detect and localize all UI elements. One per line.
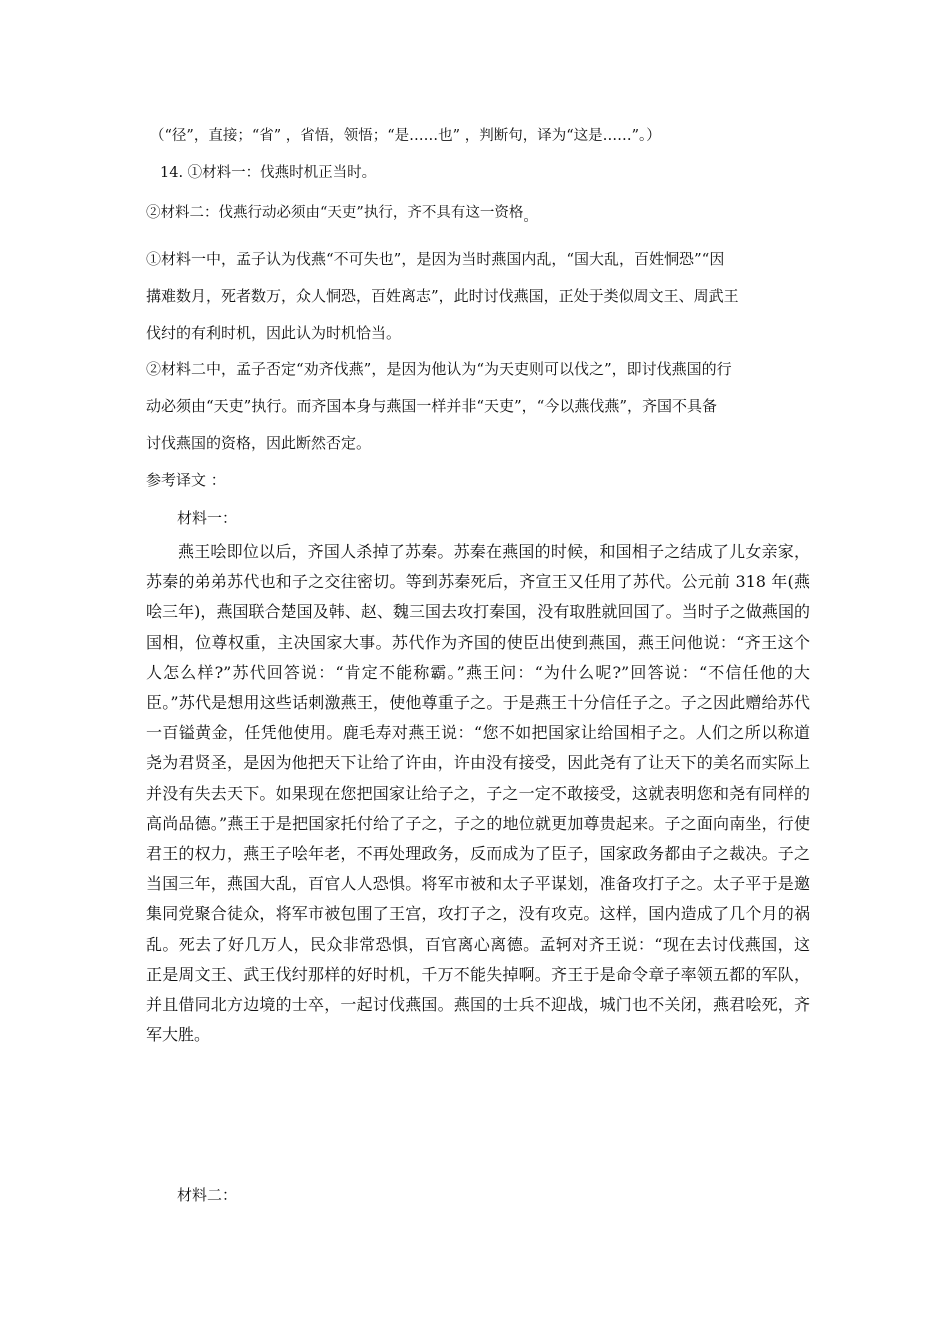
q14-point2-mark: 。 bbox=[523, 209, 538, 225]
q14-explain2-line: 讨伐燕国的资格，因此断然否定。 bbox=[146, 434, 372, 452]
top-note: （“径”，直接；“省” ，省悟，领悟；“是……也” ，判断句，译为“这是……”。） bbox=[150, 128, 661, 144]
material1-translation: 燕王哙即位以后，齐国人杀掉了苏秦。苏秦在燕国的时候，和国相子之结成了儿女亲家，苏秦的弟弟苏代也和子之交往密切。等到苏秦死后，齐宣王又任用了苏代。公元前 318 年(燕哙三年)，燕国联合楚国及韩、赵、魏三国去攻打秦国，没有取胜就回国了。当时子之做燕国的国相，位尊权重，主决国家大事。苏代作为齐国的使臣出使到燕国，燕王问他说：“齐王这个人怎么样?”苏代回答说：“肯定不能称霸。”燕王问：“为什么呢?”回答说：“不信任他的大臣。”苏代是想用这些话刺激燕王，使他尊重子之。于是燕王十分信任子之。子之因此赠给苏代一百镒黄金，任凭他使用。鹿毛寿对燕王说：“您不如把国家让给国相子之。人们之所以称道尧为君贤圣，是因为他把天下让给了许由，许由没有接受，因此尧有了让天下的美名而实际上并没有失去天下。如果现在您把国家让给子之，子之一定不敢接受，这就表明您和尧有同样的高尚品德。”燕王于是把国家托付给了子之，子之的地位就更加尊贵起来。子之面向南坐，行使君王的权力，燕王子哙年老，不再处理政务，反而成为了臣子，国家政务都由子之裁决。子之当国三年，燕国大乱，百官人人恐惧。将军市被和太子平谋划，准备攻打子之。太子平于是邀集同党聚合徒众，将军市被包围了王宫，攻打子之，没有攻克。这样，国内造成了几个月的祸乱。死去了好几万人，民众非常恐惧，百官离心离德。孟轲对齐王说：“现在去讨伐燕国，这正是周文王、武王伐纣那样的好时机，千万不能失掉啊。齐王于是命令章子率领五都的军队，并且借同北方边境的士卒，一起讨伐燕国。燕国的士兵不迎战，城门也不关闭，燕君哙死，齐军大胜。 bbox=[146, 542, 810, 1045]
q14-point2 bbox=[146, 203, 806, 223]
q14-point2-text: ②材料二：伐燕行动必须由“天吏”执行，齐不具有这一资格 bbox=[146, 205, 524, 221]
q14-explain1-line: 伐纣的有利时机，因此认为时机恰当。 bbox=[146, 324, 402, 342]
q14-explain1-line: 搆难数月，死者数万，众人恫恐，百姓离志”，此时讨伐燕国，正处于类似周文王、周武王 bbox=[146, 287, 739, 305]
q14-explain2-line: ②材料二中，孟子否定“劝齐伐燕”，是因为他认为“为天吏则可以伐之”，即讨伐燕国的行 bbox=[146, 360, 732, 378]
q14-explain1-line: ①材料一中，孟子认为伐燕“不可失也”，是因为当时燕国内乱，“国大乱，百姓恫恐”“因 bbox=[146, 250, 725, 268]
translation-heading: 参考译文 ： bbox=[146, 471, 226, 489]
q14-explain2-line: 动必须由“天吏”执行。而齐国本身与燕国一样并非“天吏”，“今以燕伐燕”，齐国不具备 bbox=[146, 397, 718, 415]
material2-label: 材料二： bbox=[177, 1186, 238, 1204]
material1-label: 材料一： bbox=[177, 509, 238, 527]
q14-heading: 14. ①材料一：伐燕时机正当时。 bbox=[160, 165, 377, 181]
